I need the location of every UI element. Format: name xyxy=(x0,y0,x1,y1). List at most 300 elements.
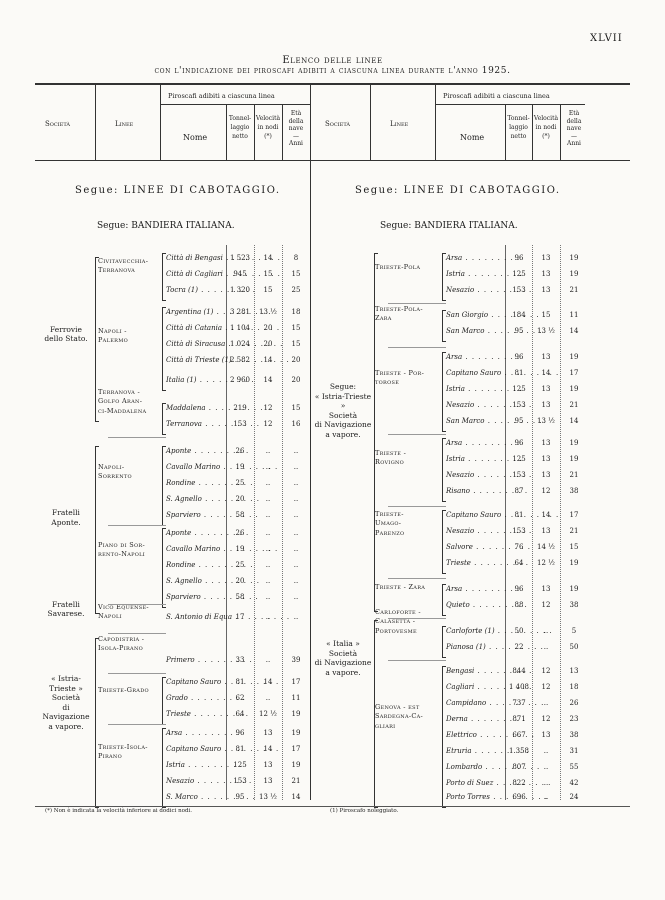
age-value: 38 xyxy=(569,601,579,609)
tonnage-value: 1 024 xyxy=(229,340,251,348)
age-value: 19 xyxy=(569,353,579,361)
speed-value: .. xyxy=(265,561,271,569)
line-name-part: Isola-Pirano xyxy=(98,644,144,652)
tonnage-value: 945 xyxy=(233,270,247,278)
age-value: .. xyxy=(293,577,299,585)
tonnage-value: 153 xyxy=(233,777,247,785)
age-value: 18 xyxy=(291,308,301,316)
ship-name: Lombardo . . . xyxy=(446,763,504,771)
line-name-part: Terranova xyxy=(98,266,136,274)
header-eta-right: Età della nave — Anni xyxy=(566,110,582,147)
speed-value: 13 xyxy=(541,353,551,361)
speed-value: 20 xyxy=(263,340,273,348)
header-societa-right: Società xyxy=(325,120,351,128)
ship-name: Capitano Sauro . . . xyxy=(446,369,504,377)
tonnage-value: 33 xyxy=(235,656,245,664)
group-separator xyxy=(388,347,446,348)
ship-name: San Giorgio . . . xyxy=(446,311,504,319)
ship-name: Carloforte (1) . . . xyxy=(446,627,504,635)
speed-value: 13 xyxy=(263,777,273,785)
line-name xyxy=(375,583,435,593)
tonnage-value: 87 xyxy=(514,487,524,495)
line-brace xyxy=(162,677,166,725)
speed-value: 13 xyxy=(541,585,551,593)
tonnage-value: 20 xyxy=(235,577,245,585)
tonnage-value: 95 xyxy=(514,327,524,335)
tonnage-value: 96 xyxy=(514,585,524,593)
header-nome-left: Nome xyxy=(183,133,208,142)
tonnage-value: 25 xyxy=(235,561,245,569)
age-value: 13 xyxy=(569,667,579,675)
tonnage-value: 20 xyxy=(235,495,245,503)
speed-value: 13 xyxy=(541,270,551,278)
line-name-part: ci-Maddalena xyxy=(98,406,147,415)
company-name-part: « Italia » xyxy=(326,639,360,648)
speed-value: .. xyxy=(265,495,271,503)
speed-value: 13 xyxy=(541,286,551,294)
group-separator xyxy=(388,303,446,304)
ship-name: Argentina (1) . . . xyxy=(166,308,224,316)
ship-name: Nesazio . . . xyxy=(446,401,504,409)
age-value: .. xyxy=(293,511,299,519)
speed-value: .. xyxy=(543,643,549,651)
line-name-part: Trieste - Por- xyxy=(375,368,425,377)
line-brace xyxy=(162,446,166,526)
group-separator xyxy=(388,660,446,661)
line-name-part: Parenzo xyxy=(375,528,405,537)
age-value: 19 xyxy=(569,439,579,447)
age-value: 8 xyxy=(293,254,299,262)
company-name-part: a vapore. xyxy=(325,667,361,677)
speed-value: 13 ½ xyxy=(259,793,277,801)
tonnage-value: 96 xyxy=(514,254,524,262)
age-value: 25 xyxy=(291,286,301,294)
ship-name: Trieste . . . xyxy=(446,559,504,567)
company-name xyxy=(38,508,94,527)
line-name-part: Napoli xyxy=(98,612,122,620)
age-value: 19 xyxy=(569,385,579,393)
age-value: 50 xyxy=(569,643,579,651)
age-value: .. xyxy=(293,463,299,471)
speed-value: 13 ½ xyxy=(259,308,277,316)
line-name-part: Portovesme xyxy=(375,626,417,635)
speed-value: 15 xyxy=(263,270,273,278)
tonnage-value: 26 xyxy=(235,529,245,537)
tonnage-value: 50 xyxy=(514,627,524,635)
line-name-part: Sorrento xyxy=(98,472,132,480)
line-brace xyxy=(442,253,446,301)
age-value: 23 xyxy=(569,715,579,723)
age-value: 15 xyxy=(569,543,579,551)
age-value: 17 xyxy=(569,369,579,377)
speed-value: .. xyxy=(543,747,549,755)
line-name-part: Golfo Aran- xyxy=(98,397,143,406)
tonnage-value: 76 xyxy=(514,543,524,551)
ship-name: Maddalena . . . xyxy=(166,404,224,412)
ship-name: Quieto . . . xyxy=(446,601,504,609)
ship-name: Primero . . . xyxy=(166,656,224,664)
speed-value: .. xyxy=(265,511,271,519)
age-value: 11 xyxy=(291,694,301,702)
line-name-part: Sardegna-Ca- xyxy=(375,712,424,721)
header-vel-left: Velocità in nodi (*) xyxy=(255,115,281,140)
speed-value: 13 xyxy=(541,439,551,447)
tonnage-value: 844 xyxy=(512,667,526,675)
speed-value: 15 xyxy=(541,311,551,319)
speed-value: 12 xyxy=(263,404,273,412)
line-name-part: Civitavecchia- xyxy=(98,256,149,265)
ship-name: S. Agnello . . . xyxy=(166,577,224,585)
speed-value: 14 xyxy=(263,745,273,753)
speed-value: 14 xyxy=(263,356,273,364)
tonnage-value: 2 960 xyxy=(229,376,251,384)
tonnage-value: 81 xyxy=(235,745,245,753)
tonnage-value: 88 xyxy=(514,601,524,609)
tonnage-value: 17 xyxy=(235,613,245,621)
line-name-part: Umago- xyxy=(375,519,402,528)
speed-value: .. xyxy=(265,545,271,553)
tonnage-value: 125 xyxy=(233,761,247,769)
speed-value: 13 xyxy=(541,254,551,262)
header-eta-left: Età della nave — Anni xyxy=(288,110,304,147)
line-name-part: Rovigno xyxy=(375,458,405,466)
company-name-part: Fratelli Aponte. xyxy=(51,508,81,527)
right-flag-title: Segue: BANDIERA ITALIANA. xyxy=(380,221,518,231)
company-name-part: « Istria-Trieste » xyxy=(314,391,372,411)
ship-name: Istria . . . xyxy=(446,270,504,278)
age-value: 14 xyxy=(569,417,579,425)
tonnage-value: 81 xyxy=(514,369,524,377)
speed-value: .. xyxy=(265,656,271,664)
ship-name: Pianosa (1) . . . xyxy=(446,643,504,651)
left-section-title: Segue: LINEE DI CABOTAGGIO. xyxy=(75,185,281,196)
line-name-part: Capodistria - xyxy=(98,634,145,643)
age-value: .. xyxy=(293,495,299,503)
ship-name: Rondine . . . xyxy=(166,561,224,569)
ship-name: Risano . . . xyxy=(446,487,504,495)
center-divider xyxy=(310,160,311,800)
line-name xyxy=(98,743,158,762)
group-separator xyxy=(388,578,446,579)
page-number: XLVII xyxy=(590,33,623,44)
line-name-part: Calasetta - xyxy=(375,617,416,626)
age-value: .. xyxy=(293,447,299,455)
right-section-title: Segue: LINEE DI CABOTAGGIO. xyxy=(355,185,561,196)
age-value: 15 xyxy=(291,270,301,278)
header-vel-right: Velocità in nodi (*) xyxy=(533,115,559,140)
line-name xyxy=(98,463,158,482)
company-name-part: Ferrovie xyxy=(50,324,82,334)
age-value: 15 xyxy=(291,340,301,348)
ship-name: San Marco . . . xyxy=(446,327,504,335)
age-value: 21 xyxy=(291,777,301,785)
group-separator xyxy=(108,724,166,725)
ship-name: Nesazio . . . xyxy=(166,777,224,785)
company-name-part: di Navigazione xyxy=(42,702,90,721)
age-value: 31 xyxy=(569,747,579,755)
company-name xyxy=(38,325,94,344)
line-brace xyxy=(442,352,446,432)
line-name-part: Palermo xyxy=(98,336,129,344)
ship-name: Istria . . . xyxy=(446,385,504,393)
speed-value: .. xyxy=(265,613,271,621)
group-separator xyxy=(388,434,446,435)
age-value: 19 xyxy=(569,585,579,593)
line-name-part: Zara xyxy=(375,314,392,322)
company-name-part: Società xyxy=(51,693,81,702)
tonnage-value: 667 xyxy=(512,731,526,739)
ship-name: Italia (1) . . . xyxy=(166,376,224,384)
line-name-part: Trieste-Isola- xyxy=(98,742,148,751)
age-value: 26 xyxy=(569,699,579,707)
tonnage-value: 822 xyxy=(512,779,526,787)
tonnage-value: 19 xyxy=(235,463,245,471)
ship-name: Trieste . . . xyxy=(166,710,224,718)
company-name-part: Società xyxy=(328,648,358,658)
tonnage-value: 1 523 xyxy=(229,254,251,262)
group-separator xyxy=(108,633,166,634)
ship-name: Bengasi . . . xyxy=(446,667,504,675)
age-value: 21 xyxy=(569,527,579,535)
ship-name: Cagliari . . . xyxy=(446,683,504,691)
tonnage-value: 26 xyxy=(235,447,245,455)
speed-value: 13 ½ xyxy=(537,417,555,425)
company-name-part: Fratelli xyxy=(52,599,80,609)
age-value: .. xyxy=(293,561,299,569)
company-name-part: « Istria-Trieste » xyxy=(49,674,83,693)
ship-name: Porto di Suez . . . xyxy=(446,779,504,787)
company-name-part: di Navigazione xyxy=(314,658,372,667)
line-name-part: Carloforte - xyxy=(375,607,421,616)
age-value: 14 xyxy=(569,327,579,335)
speed-value: 14 xyxy=(541,511,551,519)
ship-name: Derna . . . xyxy=(446,715,504,723)
age-value: .. xyxy=(293,545,299,553)
speed-value: .. xyxy=(265,593,271,601)
line-name xyxy=(375,510,435,539)
line-brace xyxy=(442,584,446,616)
group-separator xyxy=(388,618,446,619)
ship-name: Capitano Sauro . . . xyxy=(446,511,504,519)
speed-value: 15 xyxy=(263,286,273,294)
line-name-part: Piano di Sor- xyxy=(98,540,145,549)
ship-name: Terranova . . . xyxy=(166,420,224,428)
ship-name: Città di Catania . . . xyxy=(166,324,224,332)
ship-name: Elettrico . . . xyxy=(446,731,504,739)
tonnage-value: 1 320 xyxy=(229,286,251,294)
page-subtitle: con l'indicazione dei piroscafi adibiti a ciascuna linea durante l'anno 1925. xyxy=(154,66,511,76)
line-name-part: Genova - est xyxy=(375,702,420,711)
speed-value: 12 xyxy=(541,667,551,675)
ship-name: Città di Trieste (1) . . . xyxy=(166,356,224,364)
tonnage-value: 807 xyxy=(512,763,526,771)
line-name-part: Napoli - xyxy=(98,326,127,335)
age-value: 38 xyxy=(569,731,579,739)
ship-name: Campidano . . . xyxy=(446,699,504,707)
line-name xyxy=(98,541,158,560)
ship-name: Nesazio . . . xyxy=(446,527,504,535)
tonnage-value: 153 xyxy=(512,527,526,535)
line-brace xyxy=(162,403,166,435)
line-name-part: Trieste-Pola- xyxy=(375,304,423,313)
ship-name: Arsa . . . xyxy=(446,254,504,262)
speed-value: 13 xyxy=(263,761,273,769)
speed-value: .. xyxy=(265,694,271,702)
line-name-part: torose xyxy=(375,378,400,386)
age-value: 21 xyxy=(569,471,579,479)
ship-name: Nesazio . . . xyxy=(446,286,504,294)
line-name xyxy=(375,305,435,324)
tonnage-value: 153 xyxy=(512,471,526,479)
line-name xyxy=(375,369,435,388)
header-piroscafi-left: Piroscafi adibiti a ciascuna linea xyxy=(168,92,275,100)
ship-name: Cavallo Marino . . . xyxy=(166,463,224,471)
line-name-part: Terranova - xyxy=(98,387,140,396)
age-value: 19 xyxy=(291,729,301,737)
age-value: 15 xyxy=(291,404,301,412)
header-ton-left: Tonnel- laggio netto xyxy=(228,115,252,140)
tonnage-value: 3 281 xyxy=(229,308,251,316)
tonnage-value: 871 xyxy=(512,715,526,723)
speed-value: .. xyxy=(265,529,271,537)
tonnage-value: 58 xyxy=(235,511,245,519)
tonnage-value: 19 xyxy=(235,545,245,553)
tonnage-value: 95 xyxy=(235,793,245,801)
company-name-part: Segue: xyxy=(329,382,357,392)
age-value: 14 xyxy=(291,793,301,801)
line-name xyxy=(98,603,158,622)
ship-name: Arsa . . . xyxy=(166,729,224,737)
ship-name: Porto Torres . . . xyxy=(446,793,504,801)
age-value: 55 xyxy=(569,763,579,771)
speed-value: 13 xyxy=(541,455,551,463)
speed-value: 12 xyxy=(541,683,551,691)
tonnage-value: 96 xyxy=(514,439,524,447)
ship-name: Sparviero . . . xyxy=(166,593,224,601)
footnote-left: (*) Non è indicata la velocità inferiore ai dodici nodi. xyxy=(45,808,192,814)
age-value: 17 xyxy=(291,678,301,686)
speed-value: 13 xyxy=(541,401,551,409)
company-name xyxy=(313,382,373,439)
group-separator xyxy=(108,437,166,438)
ship-name: S. Agnello . . . xyxy=(166,495,224,503)
line-name-part: Trieste - xyxy=(375,448,407,457)
tonnage-value: 25 xyxy=(235,479,245,487)
line-brace xyxy=(442,510,446,574)
ship-name: Arsa . . . xyxy=(446,353,504,361)
company-brace xyxy=(374,620,378,808)
tonnage-value: 125 xyxy=(512,270,526,278)
speed-value: 14 xyxy=(263,376,273,384)
tonnage-value: 81 xyxy=(235,678,245,686)
tonnage-value: 1 358 xyxy=(508,747,530,755)
line-name-part: Pirano xyxy=(98,752,122,760)
age-value: 19 xyxy=(569,455,579,463)
line-name xyxy=(375,703,435,732)
ship-name: Città di Siracusa . . . xyxy=(166,340,224,348)
age-value: 17 xyxy=(291,745,301,753)
speed-value: 13 xyxy=(541,385,551,393)
page-title: Elenco delle linee xyxy=(282,55,383,66)
speed-value: .. xyxy=(543,763,549,771)
ship-name: Rondine . . . xyxy=(166,479,224,487)
ship-name: Cavallo Marino . . . xyxy=(166,545,224,553)
age-value: 24 xyxy=(569,793,579,801)
tonnage-value: 1 104 xyxy=(229,324,251,332)
speed-value: .. xyxy=(265,479,271,487)
speed-value: 12 ½ xyxy=(259,710,277,718)
line-brace xyxy=(162,728,166,808)
line-name-part: rento-Napoli xyxy=(98,550,146,558)
age-value: 19 xyxy=(569,270,579,278)
speed-value: 12 xyxy=(541,715,551,723)
ship-name: Nesazio . . . xyxy=(446,471,504,479)
ship-name: Etruria . . . xyxy=(446,747,504,755)
company-brace xyxy=(374,253,378,612)
speed-value: 12 ½ xyxy=(537,559,555,567)
tonnage-value: 64 xyxy=(235,710,245,718)
age-value: .. xyxy=(293,479,299,487)
group-separator xyxy=(108,604,166,605)
line-brace xyxy=(442,438,446,502)
company-name-part: a vapore. xyxy=(48,721,84,731)
line-name xyxy=(98,388,158,417)
line-name xyxy=(375,449,435,468)
header-societa-left: Società xyxy=(45,120,71,128)
tonnage-value: 58 xyxy=(235,593,245,601)
company-name-part: Savarese. xyxy=(47,609,85,618)
tonnage-value: 184 xyxy=(512,311,526,319)
tonnage-value: 125 xyxy=(512,455,526,463)
line-name-part: Trieste-Pola xyxy=(375,263,421,272)
company-brace xyxy=(95,446,99,614)
speed-value: 13 ½ xyxy=(537,327,555,335)
header-linee-left: Linee xyxy=(115,120,134,128)
header-ton-right: Tonnel- laggio netto xyxy=(507,115,530,140)
speed-value: .. xyxy=(543,793,549,801)
table-header-rule xyxy=(35,160,630,161)
group-separator xyxy=(108,525,166,526)
age-value: 20 xyxy=(291,356,301,364)
tonnage-value: 1 408 xyxy=(508,683,530,691)
speed-value: 13 xyxy=(541,527,551,535)
ship-name: Sparviero . . . xyxy=(166,511,224,519)
line-name-part: gliari xyxy=(375,721,396,730)
company-brace xyxy=(95,638,99,808)
line-name xyxy=(98,257,158,276)
company-name-part: dello Stato. xyxy=(44,334,88,343)
ship-name: Aponte . . . xyxy=(166,447,224,455)
line-name-part: Trieste - Zara xyxy=(375,583,426,592)
ship-name: Aponte . . . xyxy=(166,529,224,537)
header-nome-right: Nome xyxy=(460,133,485,142)
age-value: 5 xyxy=(571,627,577,635)
left-flag-title: Segue: BANDIERA ITALIANA. xyxy=(97,221,235,231)
tonnage-value: 62 xyxy=(235,694,245,702)
line-brace xyxy=(162,528,166,608)
speed-value: 13 xyxy=(541,471,551,479)
ship-name: Arsa . . . xyxy=(446,585,504,593)
ship-name: Istria . . . xyxy=(166,761,224,769)
company-name xyxy=(38,600,94,619)
tonnage-value: 64 xyxy=(514,559,524,567)
line-name xyxy=(98,635,158,654)
speed-value: .. xyxy=(265,463,271,471)
speed-value: 13 xyxy=(541,731,551,739)
tonnage-value: 2 582 xyxy=(229,356,251,364)
line-brace xyxy=(442,626,446,658)
tonnage-value: 96 xyxy=(514,353,524,361)
